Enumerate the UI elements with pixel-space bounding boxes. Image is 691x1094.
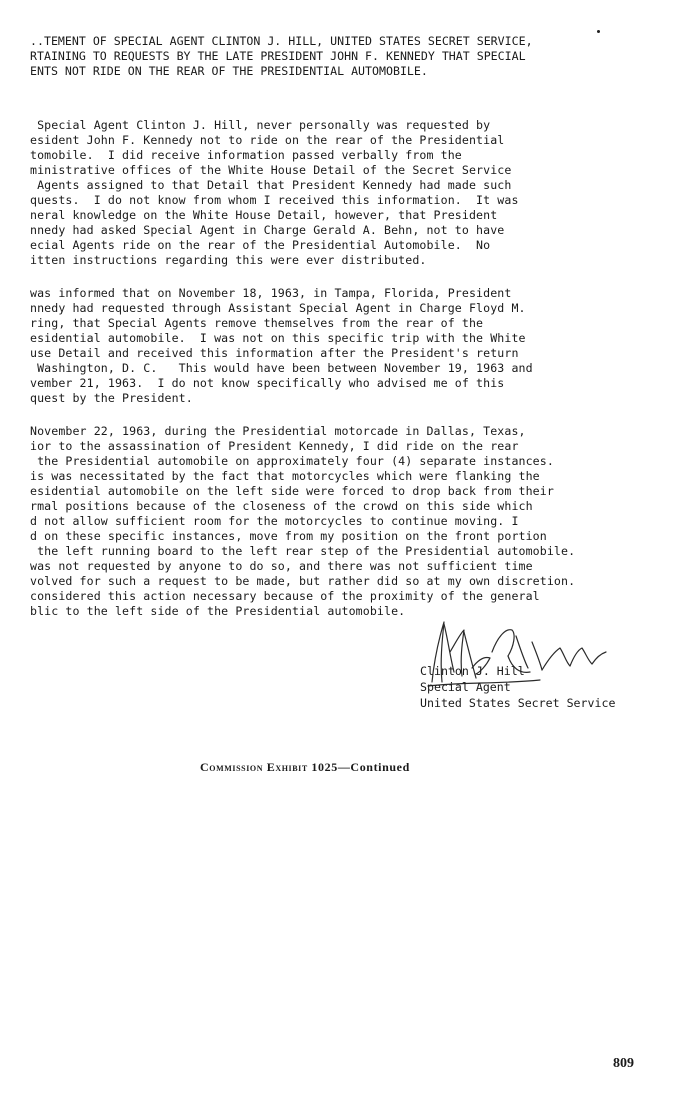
- text-line: esidential automobile. I was not on this specific trip with the White: [30, 331, 526, 345]
- text-line: d on these specific instances, move from my position on the front portion: [30, 529, 547, 543]
- text-line: quests. I do not know from whom I received this information. It was: [30, 193, 519, 207]
- stray-ink-mark: [597, 30, 600, 33]
- text-line: esidential automobile on the left side were forced to drop back from their: [30, 484, 554, 498]
- text-line: ring, that Special Agents remove themselves from the rear of the: [30, 316, 484, 330]
- text-line: the Presidential automobile on approximately four (4) separate instances.: [30, 454, 554, 468]
- text-line: considered this action necessary because of the proximity of the general: [30, 589, 540, 603]
- text-line: ministrative offices of the White House Detail of the Secret Service: [30, 163, 512, 177]
- text-line: Special Agent Clinton J. Hill, never personally was requested by: [30, 118, 491, 132]
- heading-line: RTAINING TO REQUESTS BY THE LATE PRESIDENT JOHN F. KENNEDY THAT SPECIAL: [30, 49, 526, 63]
- text-line: November 22, 1963, during the Presidential motorcade in Dallas, Texas,: [30, 424, 526, 438]
- exhibit-label: Commission Exhibit 1025: [200, 760, 338, 774]
- text-line: vember 21, 1963. I do not know specifically who advised me of this: [30, 376, 505, 390]
- text-line: rmal positions because of the closeness of the crowd on this side which: [30, 499, 533, 513]
- text-line: quest by the President.: [30, 391, 193, 405]
- text-line: neral knowledge on the White House Detail, however, that President: [30, 208, 498, 222]
- signatory-agency: United States Secret Service: [420, 696, 616, 710]
- text-line: volved for such a request to be made, but rather did so at my own discretion.: [30, 574, 576, 588]
- text-line: ior to the assassination of President Kennedy, I did ride on the rear: [30, 439, 519, 453]
- page-number: 809: [613, 1056, 634, 1071]
- heading-line: ENTS NOT RIDE ON THE REAR OF THE PRESIDENTIAL AUTOMOBILE.: [30, 64, 428, 78]
- text-line: esident John F. Kennedy not to ride on the rear of the Presidential: [30, 133, 505, 147]
- signatory-title: Special Agent: [420, 680, 511, 694]
- signatory-name: Clinton J. Hill: [420, 664, 525, 678]
- text-line: ecial Agents ride on the rear of the Presidential Automobile. No: [30, 238, 491, 252]
- text-line: tomobile. I did receive information passed verbally from the: [30, 148, 462, 162]
- heading-line: ..TEMENT OF SPECIAL AGENT CLINTON J. HILL, UNITED STATES SECRET SERVICE,: [30, 34, 533, 48]
- text-line: the left running board to the left rear step of the Presidential automobile.: [30, 544, 576, 558]
- text-line: was informed that on November 18, 1963, in Tampa, Florida, President: [30, 286, 512, 300]
- text-line: is was necessitated by the fact that motorcycles which were flanking the: [30, 469, 540, 483]
- text-line: blic to the left side of the Presidential automobile.: [30, 604, 406, 618]
- text-line: use Detail and received this information after the President's return: [30, 346, 519, 360]
- text-line: Washington, D. C. This would have been between November 19, 1963 and: [30, 361, 533, 375]
- exhibit-suffix: —Continued: [337, 760, 410, 774]
- text-line: itten instructions regarding this were ever distributed.: [30, 253, 427, 267]
- text-line: Agents assigned to that Detail that President Kennedy had made such: [30, 178, 512, 192]
- text-line: nnedy had asked Special Agent in Charge Gerald A. Behn, not to have: [30, 223, 505, 237]
- exhibit-caption: [200, 760, 410, 775]
- text-line: d not allow sufficient room for the motorcycles to continue moving. I: [30, 514, 519, 528]
- text-line: nnedy had requested through Assistant Special Agent in Charge Floyd M.: [30, 301, 526, 315]
- text-line: was not requested by anyone to do so, and there was not sufficient time: [30, 559, 533, 573]
